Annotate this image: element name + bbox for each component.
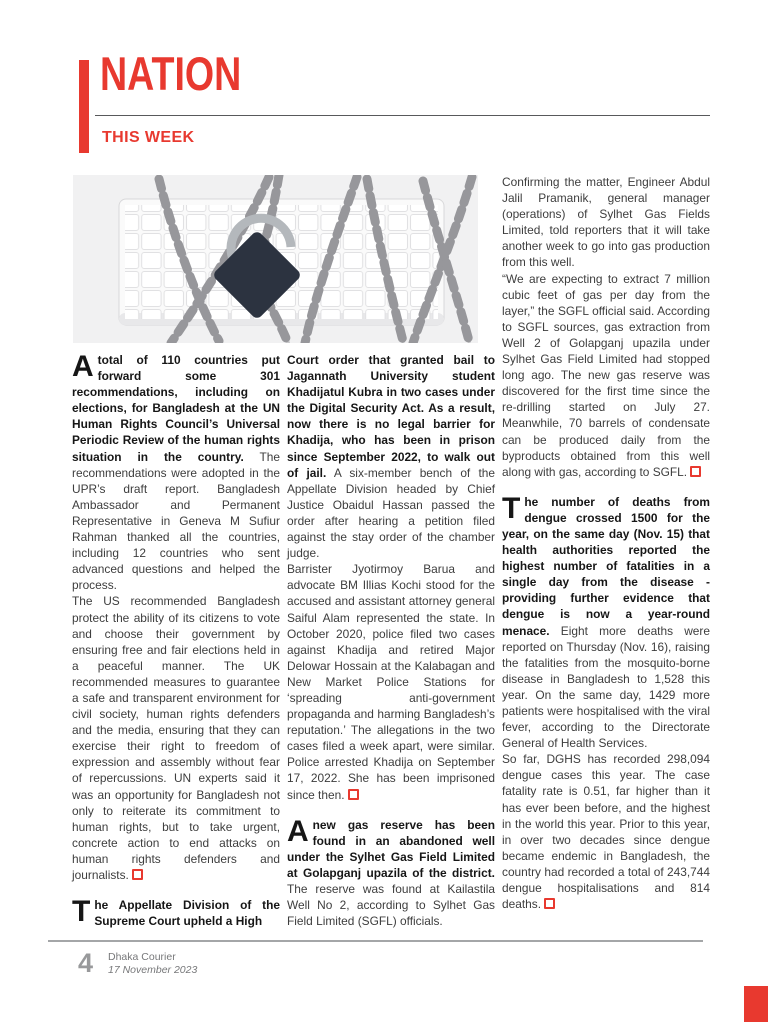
story-end-icon: [132, 869, 143, 880]
story-dengue-paragraph: [502, 751, 710, 912]
article-photo-chained-keyboard: [73, 175, 478, 343]
story-lede: he number of deaths from dengue crossed 1500 for the year, on the same day (Nov. 15) that health authorities reported the highest number of fatalities in a single day from the disease - providing further evidence that dengue is now a year-round menace.: [502, 494, 710, 638]
story-text: “We are expecting to extract 7 million cubic feet of gas per day from the layer,” the SGFL official said. According to SGFL sources, gas extraction from Well 2 of Golapganj upazila under Sylhet Gas Field Limited had stopped long ago. The new gas reserve was discovered for the first time since the re-drilling started on July 27. Meanwhile, 70 barrels of condensate can be produced daily from the byproducts obtained from this well along with gas, according to SGFL.: [502, 271, 710, 479]
story-text: The recommendations were adopted in the UPR’s draft report. Bangladesh Ambassador and Permanent Representative in Geneva M Sufiur Rahman thanked all the countries, including 12 countries who sent advanced questions and helped the process.: [72, 449, 280, 593]
publication-name: Dhaka Courier: [108, 951, 176, 963]
story-text: Confirming the matter, Engineer Abdul Jalil Pramanik, general manager (operations) of Sylhet Gas Fields Limited, told reporters that it will take another week to go into gas production from this well.: [502, 175, 710, 270]
story-text: A six-member bench of the Appellate Division headed by Chief Justice Obaidul Hassan passed the order after hearing a petition filed against the stay order of the chamber judge.: [287, 465, 495, 561]
story-court-paragraph: [287, 352, 495, 561]
chained-keyboard-illustration: [73, 175, 478, 343]
story-dengue-paragraph: [502, 491, 710, 752]
story-text: So far, DGHS has recorded 298,094 dengue cases this year. The case fatality rate is 0.51, far higher than it has ever been before, and the highest in the world this year. Prior to this year, in over two decades since dengue became endemic in Bangladesh, the country had recorded a total of 243,744 dengue hospitalisations and 814 deaths.: [502, 752, 710, 912]
text-column-3: [502, 174, 710, 912]
story-upr-paragraph: [72, 593, 280, 883]
story-court-paragraph: [287, 561, 495, 802]
story-end-icon: [348, 789, 359, 800]
section-title: NATION: [100, 47, 242, 100]
dropcap: A: [287, 814, 309, 848]
header-rule: [95, 115, 710, 116]
page-corner-tab: [744, 986, 768, 1022]
story-text: Barrister Jyotirmoy Barua and advocate BM Illias Kochi stood for the accused and assistant attorney general Saiful Alam represented the state. In October 2020, police filed two cases against Khadija and retired Major Delowar Hossain at the Kalabagan and New Market Police Stations for ‘spreading anti-government propaganda and harming Bangladesh’s reputation.’ The allegations in the two cases filed a week apart, were similar. Police arrested Khadija on September 17, 2022. She has been imprisoned since then.: [287, 562, 495, 802]
section-accent-bar: [79, 60, 89, 153]
story-text: The reserve was found at Kailastila Well No 2, according to Sylhet Gas Field Limited (SGFL) officials.: [287, 882, 495, 929]
story-upr-paragraph: [72, 352, 280, 593]
story-court-paragraph: [72, 897, 280, 929]
footer-rule: [48, 940, 703, 942]
story-end-icon: [544, 898, 555, 909]
story-gas-paragraph: [502, 174, 710, 271]
page-number: 4: [78, 948, 94, 978]
subsection-title: THIS WEEK: [102, 129, 195, 146]
story-lede: Court order that granted bail to Jagannath University student Khadijatul Kubra in two cases under the Digital Security Act. As a result, now there is no legal barrier for Khadija, who has been in prison since September 2022, to walk out of jail.: [287, 353, 495, 480]
dropcap: A: [72, 350, 94, 383]
story-gas-paragraph: [287, 814, 495, 930]
issue-date: 17 November 2023: [108, 963, 198, 976]
publication-info: [108, 951, 197, 976]
dropcap: T: [502, 491, 521, 525]
story-text: Eight more deaths were reported on Thursday (Nov. 16), raising the fatalities from the mosquito-borne disease in Bangladesh to 1,528 this year. On the same day, 1429 more patients were hospitalised with the viral fever, according to the Directorate General of Health Services.: [502, 623, 710, 751]
story-lede: new gas reserve has been found in an abandoned well under the Sylhet Gas Field Limited at Golapganj upazila of the district.: [287, 817, 495, 880]
story-lede: he Appellate Division of the Supreme Court upheld a High: [94, 898, 280, 929]
story-gas-paragraph: [502, 271, 710, 480]
text-column-1: [72, 352, 280, 929]
text-column-2: [287, 352, 495, 929]
story-lede: total of 110 countries put forward some 301 recommendations, including on elections, for Bangladesh at the UN Human Rights Council’s Universal Periodic Review of the human rights situation in the country.: [72, 353, 280, 464]
story-end-icon: [690, 466, 701, 477]
story-text: The US recommended Bangladesh protect the ability of its citizens to vote and choose their government by ensuring free and fair elections held in a peaceful manner. The UK recommended measures to guarantee a safe and transparent environment for civil society, human rights defenders and the media, ensuring that they can exercise their right to freedom of expression and assembly without fear of repercussions. UN experts said it was an opportunity for Bangladesh not only to reiterate its commitment to human rights, but to take urgent, concrete action to end attacks on human rights defenders and journalists.: [72, 594, 280, 882]
dropcap: T: [72, 895, 91, 929]
